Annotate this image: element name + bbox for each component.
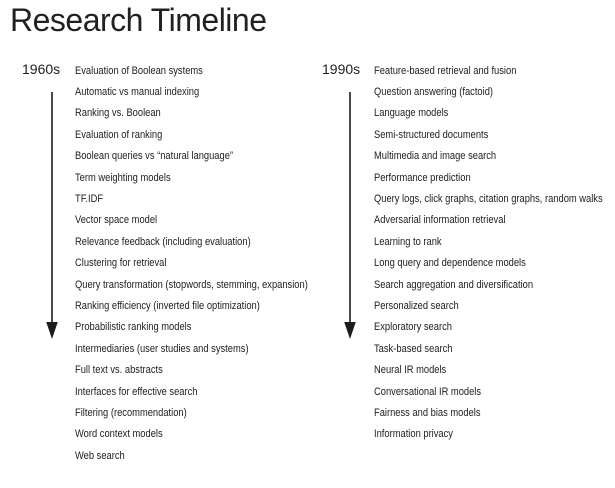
timeline-item [75, 274, 335, 295]
timeline-item-text: Query transformation (stopwords, stemming, expansion) [75, 278, 308, 291]
timeline-item-text: Conversational IR models [374, 385, 482, 398]
timeline-item-text: Ranking vs. Boolean [75, 107, 161, 120]
timeline-item [374, 359, 615, 380]
timeline-item [75, 81, 335, 102]
timeline-item [75, 402, 335, 423]
timeline-item-text: Personalized search [374, 299, 459, 312]
timeline-item [75, 188, 335, 209]
timeline-items-1960s [75, 60, 335, 466]
timeline-item-text: Relevance feedback (including evaluation) [75, 235, 251, 248]
timeline-item [75, 124, 335, 145]
timeline-item [374, 231, 615, 252]
timeline-item [374, 60, 615, 81]
timeline-item-text: Ranking efficiency (inverted file optimization) [75, 299, 260, 312]
timeline-item-text: Evaluation of ranking [75, 128, 163, 141]
timeline-item [75, 146, 335, 167]
timeline-item [374, 146, 615, 167]
down-arrow-icon [45, 90, 59, 340]
timeline-item-text: Fairness and bias models [374, 406, 481, 419]
timeline-item [75, 253, 335, 274]
timeline-item-text: Multimedia and image search [374, 150, 497, 163]
timeline-item [374, 188, 615, 209]
timeline-item-text: TF.IDF [75, 193, 104, 206]
timeline-item-text: Task-based search [374, 342, 453, 355]
timeline-item-text: Semi-structured documents [374, 128, 489, 141]
timeline-item-text: Full text vs. abstracts [75, 364, 163, 377]
timeline-item [75, 60, 335, 81]
timeline-item [374, 402, 615, 423]
timeline-item [75, 231, 335, 252]
timeline-items-1990s [374, 60, 615, 445]
timeline-item [374, 338, 615, 359]
timeline-item [75, 424, 335, 445]
timeline-item [75, 381, 335, 402]
timeline-item-text: Clustering for retrieval [75, 257, 167, 270]
timeline-item [75, 167, 335, 188]
timeline-item [374, 103, 615, 124]
timeline-item [374, 81, 615, 102]
timeline-item [75, 317, 335, 338]
timeline-item-text: Performance prediction [374, 171, 471, 184]
timeline-item [374, 167, 615, 188]
timeline-item-text: Vector space model [75, 214, 158, 227]
timeline-item [75, 295, 335, 316]
timeline-item [374, 295, 615, 316]
timeline-item [374, 274, 615, 295]
timeline-item-text: Search aggregation and diversification [374, 278, 534, 291]
timeline-item-text: Web search [75, 449, 125, 462]
timeline-item-text: Long query and dependence models [374, 257, 526, 270]
timeline-item [374, 424, 615, 445]
timeline-item-text: Intermediaries (user studies and systems) [75, 342, 249, 355]
era-label-1960s: 1960s [22, 61, 61, 77]
timeline-item [374, 253, 615, 274]
timeline-item-text: Evaluation of Boolean systems [75, 64, 203, 77]
timeline-item-text: Boolean queries vs “natural language” [75, 150, 234, 163]
timeline-item [374, 210, 615, 231]
timeline-item-text: Question answering (factoid) [374, 86, 494, 99]
timeline-item-text: Automatic vs manual indexing [75, 86, 200, 99]
timeline-item-text: Information privacy [374, 428, 453, 441]
timeline-item-text: Interfaces for effective search [75, 385, 198, 398]
era-label-1990s: 1990s [322, 61, 361, 77]
timeline-item [75, 359, 335, 380]
page-title: Research Timeline [10, 2, 267, 38]
timeline-item-text: Word context models [75, 428, 163, 441]
timeline-item [75, 103, 335, 124]
down-arrow-icon [343, 90, 357, 340]
timeline-item [374, 124, 615, 145]
timeline-item-text: Feature-based retrieval and fusion [374, 64, 517, 77]
timeline-item [75, 210, 335, 231]
timeline-item-text: Learning to rank [374, 235, 442, 248]
timeline-item-text: Query logs, click graphs, citation graphs, random walks [374, 193, 603, 206]
timeline-item-text: Probabilistic ranking models [75, 321, 192, 334]
timeline-item-text: Language models [374, 107, 449, 120]
timeline-item-text: Adversarial information retrieval [374, 214, 506, 227]
timeline-item [75, 445, 335, 466]
timeline-item [374, 317, 615, 338]
timeline-item-text: Filtering (recommendation) [75, 406, 187, 419]
timeline-item-text: Exploratory search [374, 321, 452, 334]
timeline-item [75, 338, 335, 359]
timeline-item-text: Term weighting models [75, 171, 171, 184]
timeline-item-text: Neural IR models [374, 364, 447, 377]
timeline-item [374, 381, 615, 402]
